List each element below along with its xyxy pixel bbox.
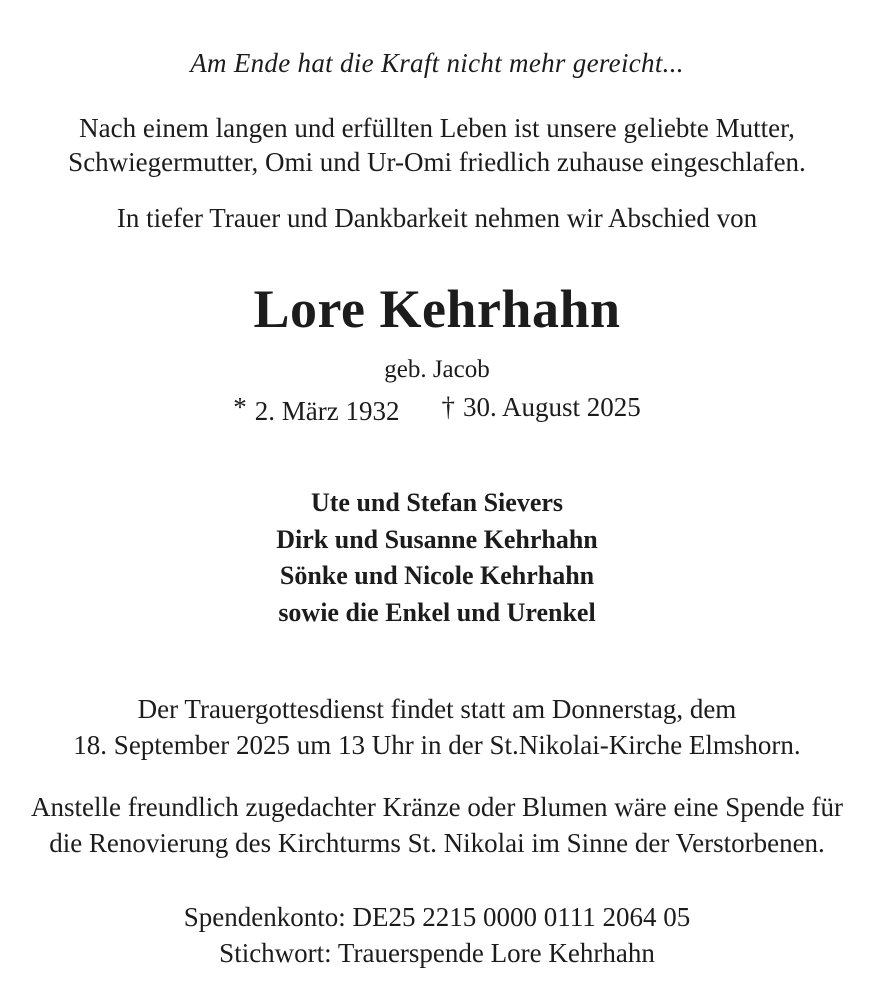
life-dates	[0, 392, 874, 427]
donation-keyword-line: Stichwort: Trauerspende Lore Kehrhahn	[219, 938, 655, 968]
mourner-line: Dirk und Susanne Kehrhahn	[276, 524, 598, 554]
death-cross-icon: †	[441, 392, 455, 422]
mourners-list	[0, 485, 874, 631]
service-paragraph	[0, 691, 874, 763]
farewell-line: In tiefer Trauer und Dankbarkeit nehmen wir Abschied von	[116, 203, 758, 233]
donation-account-block	[0, 899, 874, 971]
birth-date	[233, 392, 399, 427]
donation-paragraph	[0, 789, 874, 861]
donation-line-2: die Renovierung des Kirchturms St. Nikolai im Sinne der Verstorbenen.	[49, 828, 825, 858]
birth-date-text: 2. März 1932	[254, 396, 400, 426]
maiden-name: geb. Jacob	[384, 356, 490, 383]
mourner-line: Ute und Stefan Sievers	[310, 488, 564, 517]
mourner-line: sowie die Enkel und Urenkel	[278, 597, 596, 627]
service-line-1: Der Trauergottesdienst findet statt am Donnerstag, dem	[137, 694, 737, 724]
deceased-name: Lore Kehrhahn	[253, 279, 621, 339]
mourner-line: Sönke und Nicole Kehrhahn	[279, 561, 595, 590]
donation-account-line: Spendenkonto: DE25 2215 0000 0111 2064 05	[183, 902, 691, 932]
donation-line-1: Anstelle freundlich zugedachter Kränze oder Blumen wäre eine Spende für	[31, 792, 843, 822]
service-line-2: 18. September 2025 um 13 Uhr in der St.Nikolai-Kirche Elmshorn.	[73, 730, 801, 760]
birth-star-icon: *	[233, 392, 247, 422]
death-date	[441, 392, 640, 427]
death-date-text: 30. August 2025	[462, 392, 641, 422]
intro-line-1: Nach einem langen und erfüllten Leben ist unsere geliebte Mutter,	[79, 113, 795, 143]
intro-paragraph	[0, 111, 874, 179]
intro-line-2: Schwiegermutter, Omi und Ur-Omi friedlich zuhause eingeschlafen.	[68, 147, 806, 177]
epigraph-quote: Am Ende hat die Kraft nicht mehr gereicht...	[190, 48, 684, 78]
